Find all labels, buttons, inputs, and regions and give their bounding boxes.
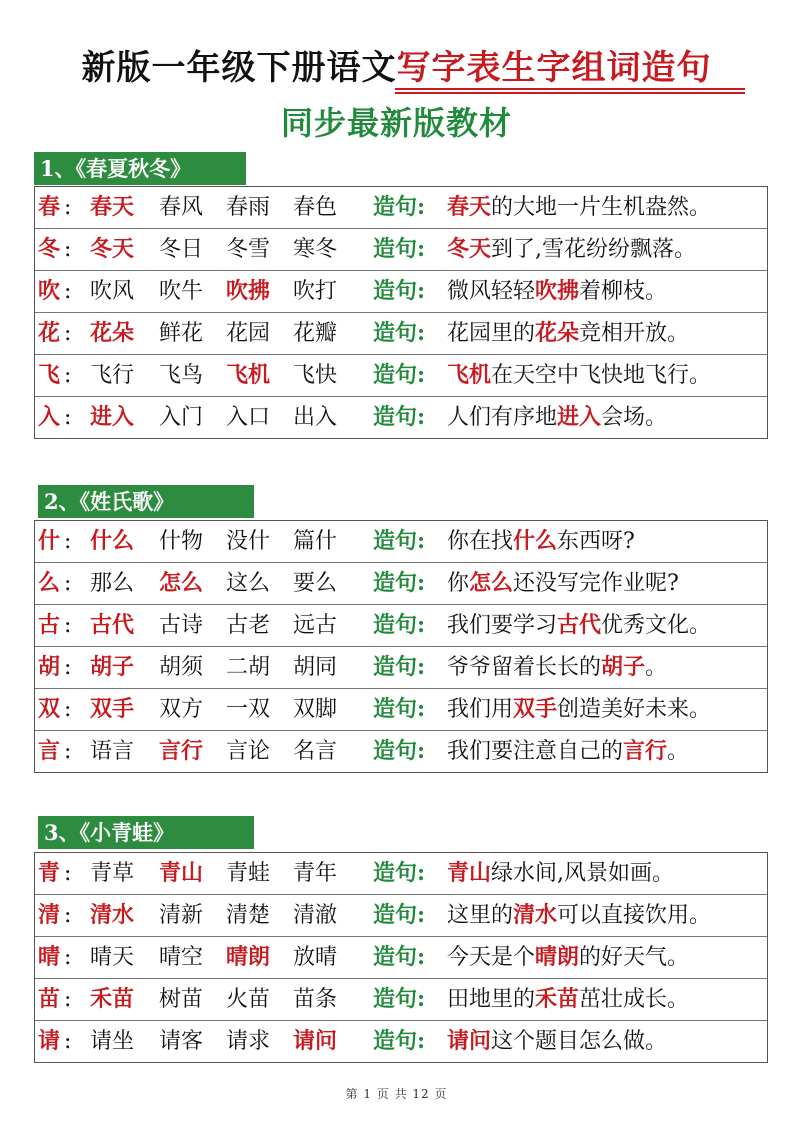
colon: : (64, 363, 72, 388)
highlighted-word: 春天 (447, 194, 492, 220)
table-row (35, 397, 767, 438)
word: 胡须 (159, 655, 204, 680)
page-footer: 第 1 页 共 12 页 (345, 1087, 448, 1101)
colon: : (64, 1029, 72, 1054)
word: 吹牛 (159, 279, 204, 304)
word: 冬日 (159, 237, 204, 262)
example-sentence (447, 853, 674, 894)
word: 放晴 (293, 945, 338, 970)
word: 请问 (293, 1028, 338, 1054)
sentence-text: 。 (645, 655, 668, 680)
table-row (35, 937, 767, 979)
example-sentence (447, 895, 711, 936)
sentence-label: 造句: (373, 236, 426, 262)
table-row (35, 355, 767, 397)
word: 古代 (90, 612, 135, 638)
character: 花 (38, 320, 61, 346)
colon: : (64, 739, 72, 764)
word: 禾苗 (90, 986, 135, 1012)
word: 二胡 (226, 655, 271, 680)
sentence-text: 我们要注意自己的 (447, 739, 624, 764)
word: 名言 (293, 739, 338, 764)
word: 请求 (226, 1029, 271, 1054)
word: 青山 (159, 860, 204, 886)
sentence-label: 造句: (373, 654, 426, 680)
character: 清 (38, 902, 61, 928)
word: 请坐 (90, 1029, 135, 1054)
word: 古老 (226, 613, 271, 638)
table-row (35, 731, 767, 772)
example-sentence (447, 313, 689, 354)
highlighted-word: 吹拂 (535, 278, 580, 304)
character: 晴 (38, 944, 61, 970)
word: 冬天 (90, 236, 135, 262)
title-black-part: 新版一年级下册语文 (81, 48, 397, 88)
example-sentence (447, 355, 711, 396)
title-red-part: 写字表生字组词造句 (396, 48, 712, 88)
example-sentence (447, 647, 667, 688)
sentence-text: 花园里的 (447, 321, 536, 346)
sentence-text: 这里的 (447, 903, 514, 928)
table-row (35, 313, 767, 355)
section-heading: 3、《小青蛙》 (38, 816, 254, 849)
word: 双脚 (293, 697, 338, 722)
sentence-text: 还没写完作业呢? (513, 571, 679, 596)
character: 言 (38, 738, 61, 764)
word: 双手 (90, 696, 135, 722)
sentence-text: 。 (667, 739, 690, 764)
colon: : (64, 405, 72, 430)
word: 花瓣 (293, 321, 338, 346)
highlighted-word: 冬天 (447, 236, 492, 262)
word: 怎么 (159, 570, 204, 596)
word: 火苗 (226, 987, 271, 1012)
table-row (35, 647, 767, 689)
sentence-text: 在天空中飞快地飞行。 (491, 363, 712, 388)
word: 胡同 (293, 655, 338, 680)
example-sentence (447, 229, 696, 270)
example-sentence (447, 563, 679, 604)
word: 飞行 (90, 363, 135, 388)
sentence-label: 造句: (373, 570, 426, 596)
word: 飞鸟 (159, 363, 204, 388)
example-sentence (447, 979, 689, 1020)
word: 清澈 (293, 903, 338, 928)
word: 晴天 (90, 945, 135, 970)
section-heading: 1、《春夏秋冬》 (34, 152, 246, 185)
word: 入门 (159, 405, 204, 430)
colon: : (64, 987, 72, 1012)
word: 胡子 (90, 654, 135, 680)
page-title (0, 40, 793, 89)
sentence-label: 造句: (373, 528, 426, 554)
word: 青年 (293, 861, 338, 886)
word: 鲜花 (159, 321, 204, 346)
page-subtitle: 同步最新版教材 (280, 104, 512, 142)
word: 这么 (226, 571, 271, 596)
table-row (35, 853, 767, 895)
word: 春风 (159, 195, 204, 220)
sentence-text: 绿水间,风景如画。 (491, 861, 675, 886)
title-double-underline (395, 88, 745, 94)
sentence-label: 造句: (373, 738, 426, 764)
character: 冬 (38, 236, 61, 262)
character: 请 (38, 1028, 61, 1054)
word: 双方 (159, 697, 204, 722)
table-row (35, 521, 767, 563)
highlighted-word: 古代 (557, 612, 602, 638)
sentence-label: 造句: (373, 362, 426, 388)
character: 吹 (38, 278, 61, 304)
highlighted-word: 胡子 (601, 654, 646, 680)
table-row (35, 605, 767, 647)
word: 飞快 (293, 363, 338, 388)
sentence-label: 造句: (373, 986, 426, 1012)
word: 言论 (226, 739, 271, 764)
character: 古 (38, 612, 61, 638)
sentence-text: 创造美好未来。 (557, 697, 712, 722)
word: 言行 (159, 738, 204, 764)
word: 语言 (90, 739, 135, 764)
word: 春雨 (226, 195, 271, 220)
sentence-text: 我们要学习 (447, 613, 558, 638)
table-row (35, 187, 767, 229)
sentence-text: 你在找 (447, 529, 514, 554)
sentence-label: 造句: (373, 612, 426, 638)
word-table (34, 852, 768, 1063)
character: 青 (38, 860, 61, 886)
word: 入口 (226, 405, 271, 430)
example-sentence (447, 187, 711, 228)
word-table (34, 186, 768, 439)
colon: : (64, 321, 72, 346)
sentence-text: 会场。 (601, 405, 668, 430)
word: 花朵 (90, 320, 135, 346)
table-row (35, 689, 767, 731)
sentence-text: 的好天气。 (579, 945, 690, 970)
character: 飞 (38, 362, 61, 388)
colon: : (64, 697, 72, 722)
example-sentence (447, 397, 667, 438)
highlighted-word: 飞机 (447, 362, 492, 388)
highlighted-word: 双手 (513, 696, 558, 722)
character: 双 (38, 696, 61, 722)
sentence-text: 田地里的 (447, 987, 536, 1012)
section-heading: 2、《姓氏歌》 (38, 485, 254, 518)
sentence-text: 人们有序地 (447, 405, 558, 430)
word: 要么 (293, 571, 338, 596)
character: 么 (38, 570, 61, 596)
word: 晴朗 (226, 944, 271, 970)
example-sentence (447, 937, 689, 978)
word: 什么 (90, 528, 135, 554)
sentence-text: 这个题目怎么做。 (491, 1029, 668, 1054)
word: 什物 (159, 529, 204, 554)
word: 一双 (226, 697, 271, 722)
word: 晴空 (159, 945, 204, 970)
sentence-text: 到了,雪花纷纷飘落。 (491, 237, 697, 262)
word: 出入 (293, 405, 338, 430)
example-sentence (447, 521, 635, 562)
highlighted-word: 请问 (447, 1028, 492, 1054)
character: 什 (38, 528, 61, 554)
character: 胡 (38, 654, 61, 680)
sentence-text: 优秀文化。 (601, 613, 712, 638)
highlighted-word: 清水 (513, 902, 558, 928)
colon: : (64, 279, 72, 304)
word: 没什 (226, 529, 271, 554)
word: 冬雪 (226, 237, 271, 262)
word: 飞机 (226, 362, 271, 388)
sentence-label: 造句: (373, 696, 426, 722)
sentence-text: 爷爷留着长长的 (447, 655, 602, 680)
sentence-label: 造句: (373, 1028, 426, 1054)
highlighted-word: 进入 (557, 404, 602, 430)
sentence-text: 可以直接饮用。 (557, 903, 712, 928)
sentence-label: 造句: (373, 860, 426, 886)
table-row (35, 271, 767, 313)
colon: : (64, 613, 72, 638)
word: 远古 (293, 613, 338, 638)
sentence-text: 着柳枝。 (579, 279, 668, 304)
sentence-label: 造句: (373, 902, 426, 928)
word: 请客 (159, 1029, 204, 1054)
sentence-text: 你 (447, 571, 470, 596)
colon: : (64, 195, 72, 220)
word: 吹打 (293, 279, 338, 304)
word: 进入 (90, 404, 135, 430)
sentence-text: 的大地一片生机盎然。 (491, 195, 712, 220)
sentence-label: 造句: (373, 944, 426, 970)
highlighted-word: 禾苗 (535, 986, 580, 1012)
highlighted-word: 花朵 (535, 320, 580, 346)
table-row (35, 229, 767, 271)
sentence-text: 微风轻轻 (447, 279, 536, 304)
table-row (35, 1021, 767, 1062)
sentence-label: 造句: (373, 404, 426, 430)
highlighted-word: 晴朗 (535, 944, 580, 970)
example-sentence (447, 1021, 667, 1062)
word: 清新 (159, 903, 204, 928)
sentence-text: 我们用 (447, 697, 514, 722)
highlighted-word: 青山 (447, 860, 492, 886)
table-row (35, 895, 767, 937)
word: 寒冬 (293, 237, 338, 262)
sentence-text: 竞相开放。 (579, 321, 690, 346)
word: 古诗 (159, 613, 204, 638)
sentence-label: 造句: (373, 278, 426, 304)
example-sentence (447, 271, 667, 312)
example-sentence (447, 731, 689, 772)
highlighted-word: 什么 (513, 528, 558, 554)
sentence-label: 造句: (373, 194, 426, 220)
colon: : (64, 655, 72, 680)
word: 树苗 (159, 987, 204, 1012)
colon: : (64, 903, 72, 928)
sentence-text: 茁壮成长。 (579, 987, 690, 1012)
colon: : (64, 237, 72, 262)
word: 青蛙 (226, 861, 271, 886)
colon: : (64, 529, 72, 554)
word-table (34, 520, 768, 773)
word: 苗条 (293, 987, 338, 1012)
word: 吹拂 (226, 278, 271, 304)
example-sentence (447, 689, 711, 730)
word: 青草 (90, 861, 135, 886)
character: 春 (38, 194, 61, 220)
colon: : (64, 861, 72, 886)
example-sentence (447, 605, 711, 646)
word: 清水 (90, 902, 135, 928)
sentence-label: 造句: (373, 320, 426, 346)
sentence-text: 今天是个 (447, 945, 536, 970)
word: 花园 (226, 321, 271, 346)
highlighted-word: 怎么 (469, 570, 514, 596)
word: 清楚 (226, 903, 271, 928)
colon: : (64, 945, 72, 970)
highlighted-word: 言行 (623, 738, 668, 764)
word: 篇什 (293, 529, 338, 554)
sentence-text: 东西呀? (557, 529, 635, 554)
word: 吹风 (90, 279, 135, 304)
word: 春色 (293, 195, 338, 220)
colon: : (64, 571, 72, 596)
word: 那么 (90, 571, 135, 596)
table-row (35, 563, 767, 605)
table-row (35, 979, 767, 1021)
word: 春天 (90, 194, 135, 220)
character: 入 (38, 404, 61, 430)
character: 苗 (38, 986, 61, 1012)
